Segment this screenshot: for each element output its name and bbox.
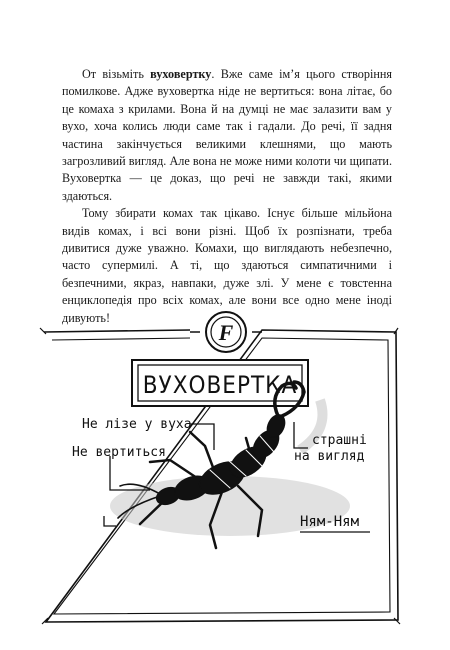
label-scary-line-2: на вигляд <box>294 449 365 464</box>
title-sign <box>132 360 308 406</box>
paragraph-1-start: От візьміть <box>82 67 151 81</box>
highlighted-term: вуховертку <box>150 67 212 81</box>
paragraph-2: Тому збирати комах так цікаво. Існує більше мільйона видів комах, і всі вони різні. Щоб їх розпізнати, треба дивитися дуже уважно. Комахи, що виглядають небезпечно, часто супермилі. А ті, що здаються симпатичними і безпечними, якраз, навпаки, дуже злі. У мене є товстенна енциклопедія про всіх комах, але вони все одно мене іноді дивують! <box>62 206 392 325</box>
signature: Ням-Ням <box>300 514 360 530</box>
paragraph-1 <box>62 66 392 205</box>
emblem-icon <box>190 312 262 352</box>
label-scary-line-1: страшні <box>312 433 367 448</box>
label-does-not-spin: Не вертиться <box>72 445 166 460</box>
emblem-letter: F <box>218 320 234 345</box>
earwig-illustration <box>0 310 450 640</box>
paragraph-1-rest: . Вже саме ім’я цього створіння помилкове. Адже вуховертка ніде не вертиться: вона літає, бо це комаха з крилами. Вона й на думці не має залазити вам у вухо, хоча колись люди саме так і гадали. До речі, її задня частина закінчується великими клешнями, що мають загрозливий вигляд. Але вона не може ними колоти чи щипати. Вуховертка — це доказ, що речі не завжди такі, якими здаються. <box>62 67 392 203</box>
article-text <box>62 66 392 327</box>
sign-title: ВУХОВЕРТКА <box>142 371 298 399</box>
label-not-into-ears: Не лізе у вуха <box>82 417 192 432</box>
